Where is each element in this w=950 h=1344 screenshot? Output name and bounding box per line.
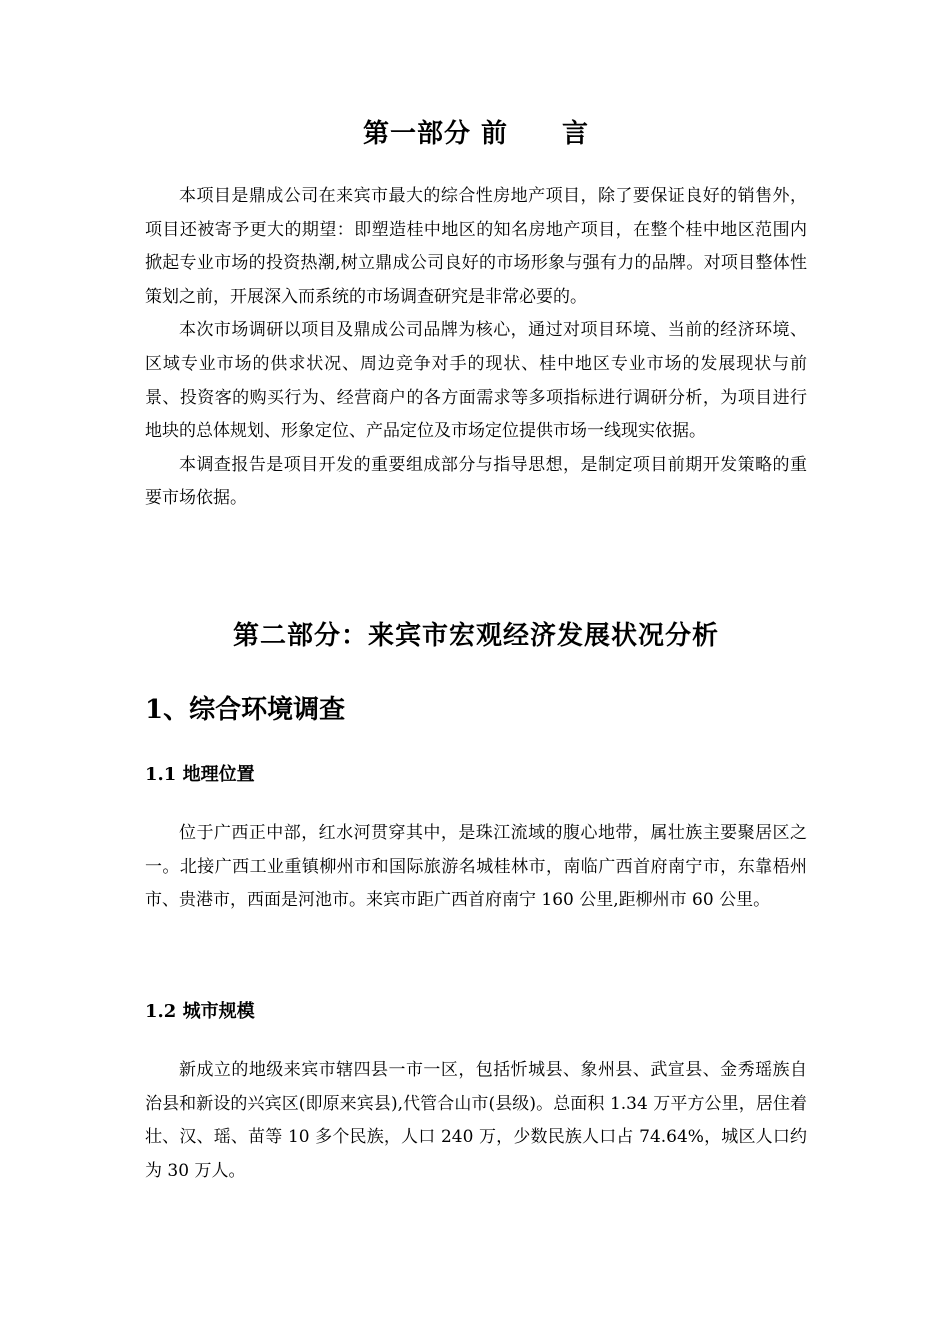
section-1-1-heading: 1.1 地理位置: [145, 764, 255, 785]
section-1-2-body: [145, 1054, 807, 1188]
preface-paragraph-3: 本调查报告是项目开发的重要组成部分与指导思想，是制定项目前期开发策略的重要市场依据。: [145, 454, 807, 509]
preface-body: [145, 180, 807, 516]
section-1-1-body: [145, 817, 807, 918]
section-1-2-heading: 1.2 城市规模: [145, 1001, 255, 1022]
city-scale-paragraph: 新成立的地级来宾市辖四县一市一区，包括忻城县、象州县、武宣县、金秀瑶族自治县和新设的兴宾区(即原来宾县),代管合山市(县级)。总面积 1.34 万平方公里，居住着壮、汉、瑶、苗等 10 多个民族，人口 240 万，少数民族人口占 74.64%，城区人口约为 30 万人。: [145, 1060, 807, 1181]
preface-paragraph-2: 本次市场调研以项目及鼎成公司品牌为核心，通过对项目环境、当前的经济环境、区域专业市场的供求状况、周边竞争对手的现状、桂中地区专业市场的发展现状与前景、投资客的购买行为、经营商户的各方面需求等多项指标进行调研分析，为项目进行地块的总体规划、形象定位、产品定位及市场定位提供市场一线现实依据。: [145, 320, 807, 442]
part2-title: 第二部分：来宾市宏观经济发展状况分析: [232, 621, 719, 651]
section-1-heading: 1、综合环境调查: [145, 695, 346, 725]
preface-title: 第一部分 前 言: [362, 119, 590, 149]
geography-paragraph: 位于广西正中部，红水河贯穿其中，是珠江流域的腹心地带，属壮族主要聚居区之一。北接广西工业重镇柳州市和国际旅游名城桂林市，南临广西首府南宁市，东靠梧州市、贵港市，西面是河池市。来宾市距广西首府南宁 160 公里,距柳州市 60 公里。: [145, 823, 807, 911]
preface-paragraph-1: 本项目是鼎成公司在来宾市最大的综合性房地产项目，除了要保证良好的销售外，项目还被寄予更大的期望：即塑造桂中地区的知名房地产项目，在整个桂中地区范围内掀起专业市场的投资热潮,树立鼎成公司良好的市场形象与强有力的品牌。对项目整体性策划之前，开展深入而系统的市场调查研究是非常必要的。: [145, 186, 807, 307]
